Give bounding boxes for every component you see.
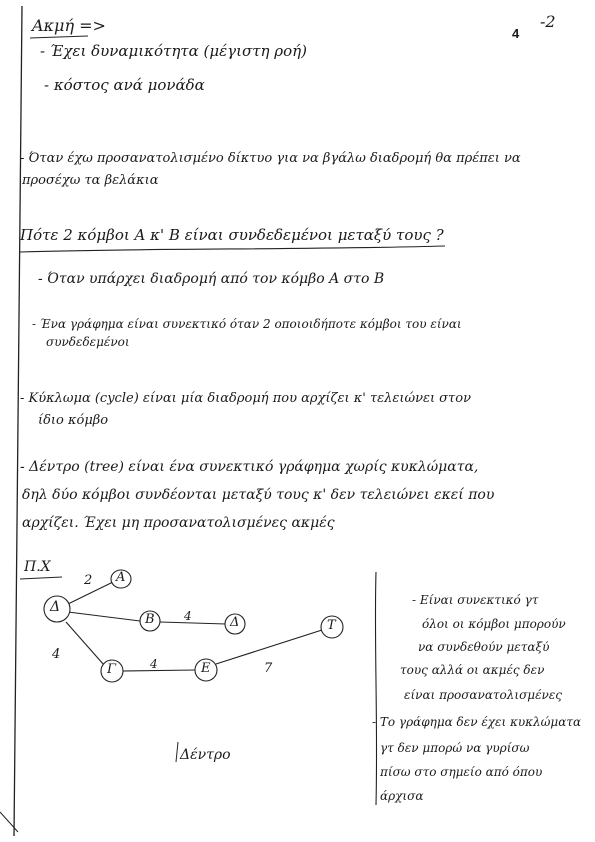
side-note-line-9: άρχισα <box>380 789 424 803</box>
side-note-bracket <box>375 572 376 805</box>
edges-note-line1: - Όταν έχω προσανατολισμένο δίκτυο για να βγάλω διαδρομή θα πρέπει να <box>20 151 521 166</box>
cycle-definition-line1: - Κύκλωμα (cycle) είναι μία διαδρομή που αρχίζει κ' τελειώνει στον <box>20 391 471 406</box>
side-note-line-2: όλοι οι κόμβοι μπορούν <box>422 617 566 631</box>
edges-bullet-cost: - κόστος ανά μονάδα <box>44 76 205 94</box>
edge-delta-beta <box>68 612 140 621</box>
node-label-epsilon: Ε <box>201 661 211 676</box>
edge-epsilon-tau <box>216 630 322 664</box>
tree-definition-line2: δηλ δύο κόμβοι συνδέονται μεταξύ τους κ' δεν τελειώνει εκεί που <box>22 487 495 503</box>
heading-underline <box>30 36 88 38</box>
side-note-line-5: είναι προσανατολισμένες <box>404 688 562 702</box>
tree-definition-line1: - Δέντρο (tree) είναι ένα συνεκτικό γράφημα χωρίς κυκλώματα, <box>20 459 479 475</box>
margin-line <box>14 6 22 836</box>
node-label-beta: Β <box>145 612 155 627</box>
side-note-line-3: να συνδεθούν μεταξύ <box>418 640 550 654</box>
tree-definition-line3: αρχίζει. Έχει μη προσανατολισμένες ακμές <box>22 515 335 531</box>
cycle-definition-line2: ίδιο κόμβο <box>38 413 109 428</box>
edge-gamma-epsilon <box>122 670 196 671</box>
edge-weight-gamma-epsilon: 4 <box>150 657 158 671</box>
connected-definition-line1: - Ένα γράφημα είναι συνεκτικό όταν 2 οποιοιδήποτε κόμβοι του είναι <box>32 317 462 331</box>
node-label-delta: Δ <box>50 599 61 615</box>
side-note-line-6: - Το γράφημα δεν έχει κυκλώματα <box>372 715 582 729</box>
edge-beta-delta2 <box>160 622 226 624</box>
question-text: Πότε 2 κόμβοι Α κ' Β είναι συνδεδεμένοι μεταξύ τους ? <box>20 226 444 244</box>
edges-bullet-capacity: - Έχει δυναμικότητα (μέγιστη ροή) <box>40 42 307 60</box>
edges-heading: Ακμή => <box>32 16 106 35</box>
edge-weight-delta-alpha: 2 <box>84 573 93 588</box>
node-label-delta2: Δ <box>230 615 240 630</box>
corner-mark: -2 <box>540 12 556 31</box>
edge-weight-delta-gamma: 4 <box>52 647 61 662</box>
tree-graph-edges <box>66 582 322 671</box>
side-note-line-8: πίσω στο σημείο από όπου <box>380 765 543 779</box>
question-underline <box>20 246 445 252</box>
side-note-line-4: τους αλλά οι ακμές δεν <box>400 663 545 677</box>
edges-note-line2: προσέχω τα βελάκια <box>22 173 159 188</box>
example-label-underline <box>20 577 62 579</box>
node-label-gamma: Γ <box>107 662 117 677</box>
question-answer: - Όταν υπάρχει διαδρομή από τον κόμβο Α στο Β <box>38 271 385 287</box>
edge-weight-epsilon-tau: 7 <box>264 661 273 676</box>
node-label-tau: Τ <box>327 618 336 633</box>
caption-mark <box>176 742 178 762</box>
side-note-line-7: γτ δεν μπορώ να γυρίσω <box>380 741 530 755</box>
edge-weight-beta-delta2: 4 <box>184 609 192 623</box>
connected-definition-line2: συνδεδεμένοι <box>46 335 130 349</box>
node-label-alpha: Α <box>116 570 126 585</box>
page-number: 4 <box>512 26 520 41</box>
edge-delta-gamma <box>66 622 104 665</box>
side-note-line-1: - Είναι συνεκτικό γτ <box>412 593 539 607</box>
example-caption: Δέντρο <box>180 747 231 763</box>
example-label: Π.Χ <box>24 559 51 575</box>
margin-corner-mark <box>0 812 18 832</box>
